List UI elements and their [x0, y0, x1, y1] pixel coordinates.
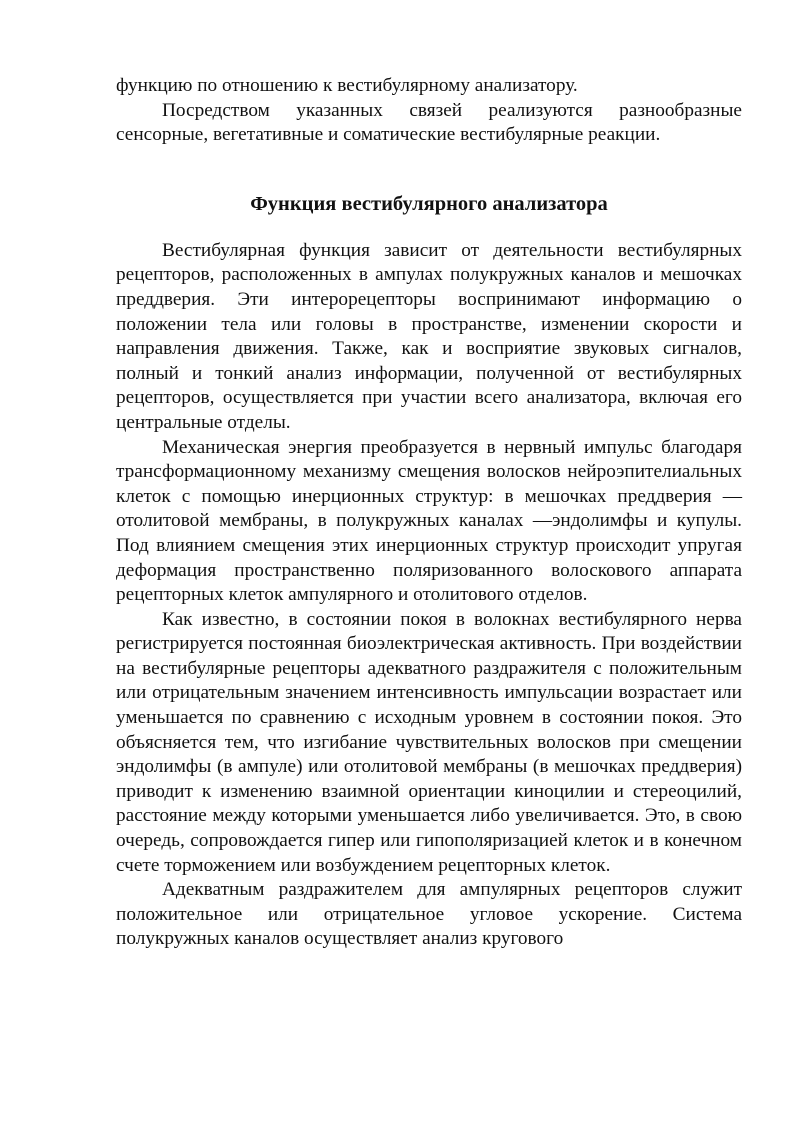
- document-page: [116, 74, 742, 952]
- paragraph-resting-state: Как известно, в состоянии покоя в волокнах вестибулярного нерва регистрируется постоянная биоэлектрическая активность. При воздействии на вестибулярные рецепторы адекватного раздражителя с положительным или отрицательным значением интенсивность импульсации возрастает или уменьшается по сравнению с исходным уровнем в состоянии покоя. Это объясняется тем, что изгибание чувствительных волосков при смещении эндолимфы (в ампуле) или отолитовой мембраны (в мешочках преддверия) приводит к изменению взаимной ориентации киноцилии и стереоцилий, расстояние между которыми уменьшается либо увеличивается. Это, в свою очередь, сопровождается гипер или гипополяризацией клеток и в конечном счете торможением или возбуждением рецепторных клеток.: [116, 608, 742, 876]
- intro-paragraph: Посредством указанных связей реализуются разнообразные сенсорные, вегетативные и соматические вестибулярные реакции.: [116, 99, 742, 146]
- paragraph-adequate-stimulus: Адекватным раздражителем для ампулярных рецепторов служит положительное или отрицательное угловое ускорение. Система полукружных каналов осуществляет анализ кругового: [116, 879, 742, 950]
- paragraph-mechanical-energy: Механическая энергия преобразуется в нервный импульс благодаря трансформационному механизму смещения волосков нейроэпителиальных клеток с помощью инерционных структур: в мешочках преддверия —отолитовой мембраны, в полукружных каналах —эндолимфы и купулы. Под влиянием смещения этих инерционных структур происходит упругая деформация пространственно поляризованного волоскового аппарата рецепторных клеток ампулярного и отолитового отделов.: [116, 436, 742, 606]
- paragraph-vestibular-function: Вестибулярная функция зависит от деятельности вестибулярных рецепторов, расположенных в ампулах полукружных каналов и мешочках преддверия. Эти интерорецепторы воспринимают информацию о положении тела или головы в пространстве, изменении скорости и направления движения. Также, как и восприятие звуковых сигналов, полный и тонкий анализ информации, полученной от вестибулярных рецепторов, осуществляется при участии всего анализатора, включая его центральные отделы.: [116, 239, 742, 433]
- continuation-line: функцию по отношению к вестибулярному анализатору.: [116, 75, 578, 96]
- section-heading: Функция вестибулярного анализатора: [250, 192, 608, 215]
